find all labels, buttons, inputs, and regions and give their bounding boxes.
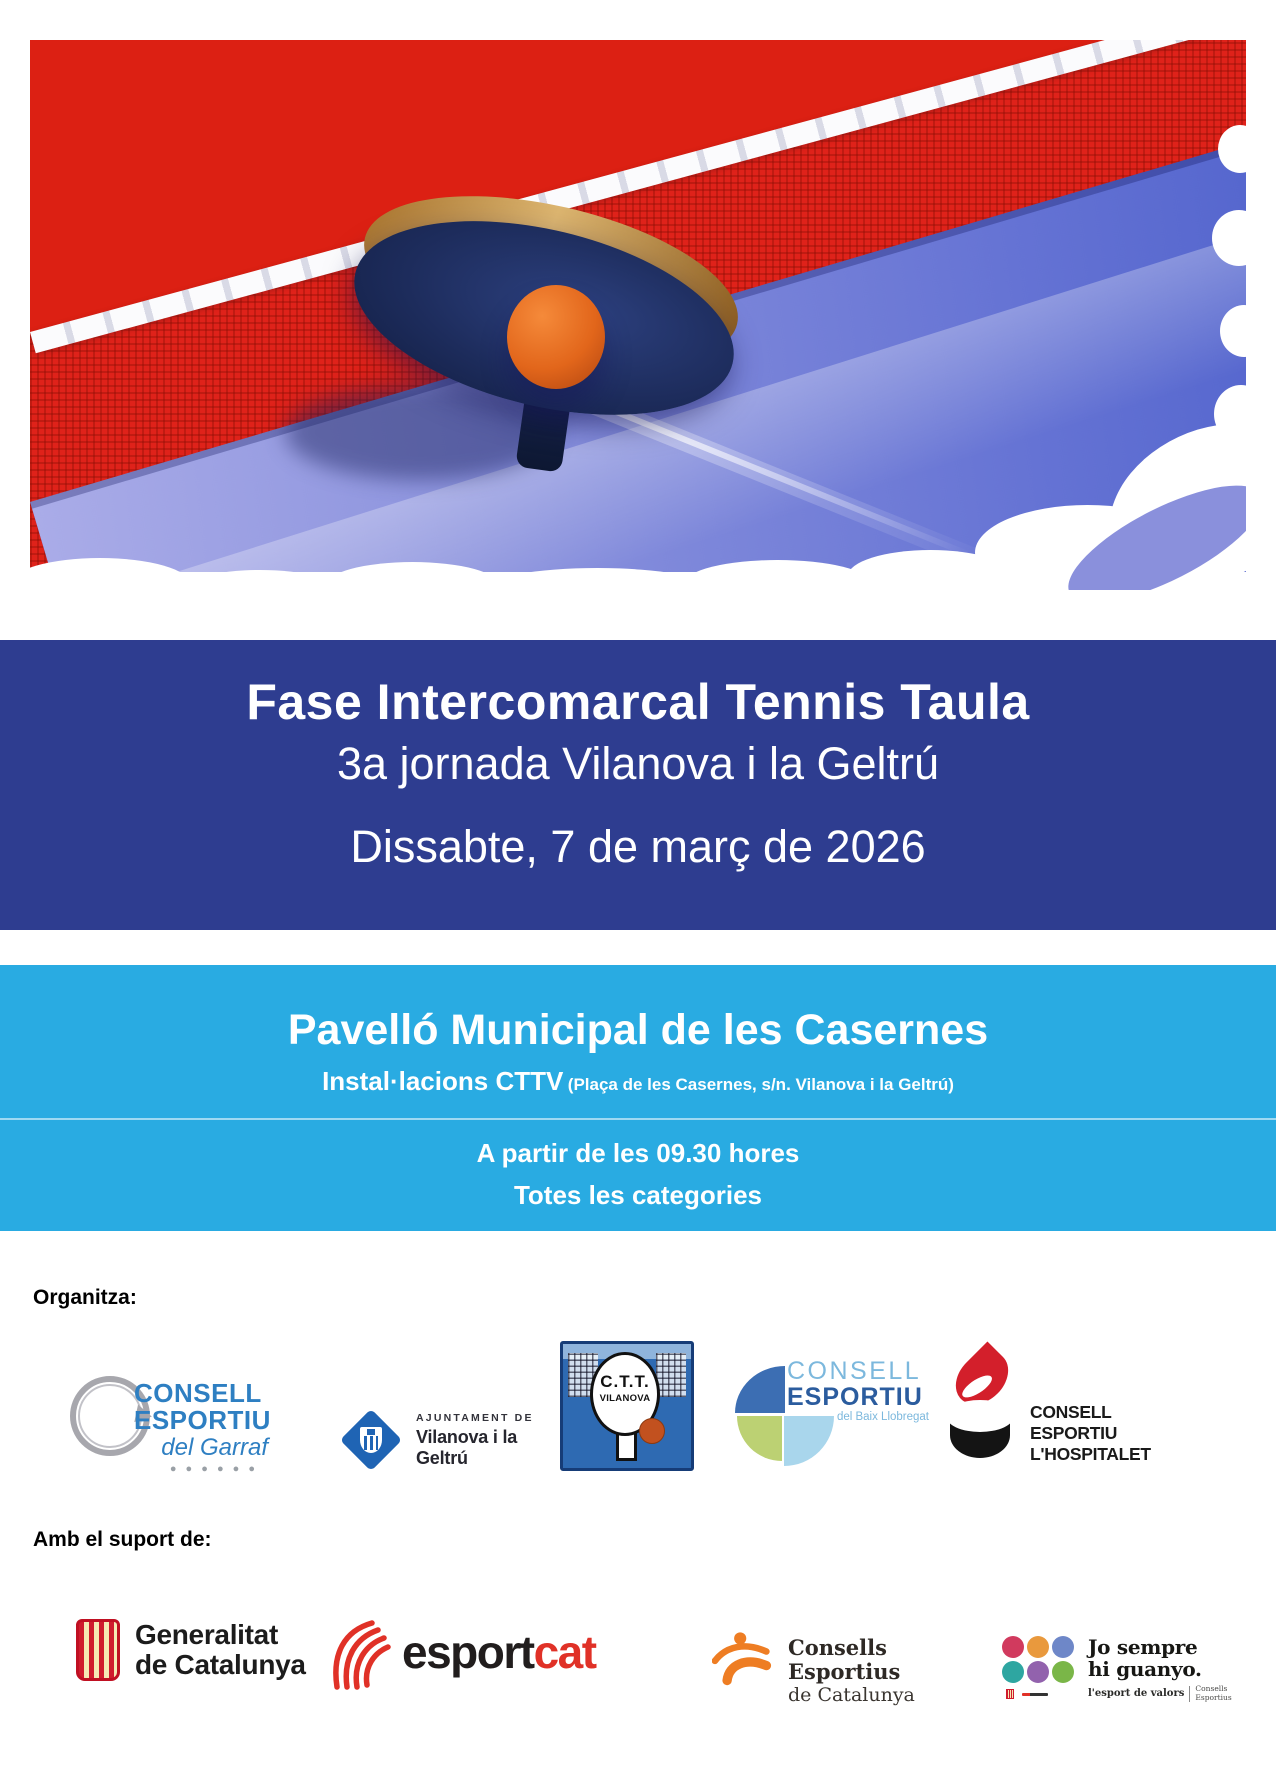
consells-line2: de Catalunya — [788, 1684, 915, 1706]
venue-facility-line — [0, 1065, 1276, 1102]
facility-name: Instal·lacions CTTV — [322, 1066, 564, 1096]
ajuntament-city-name: Vilanova i la Geltrú — [416, 1426, 518, 1468]
guanyo-line2: hi guanyo. — [1088, 1657, 1202, 1681]
cttv-city: VILANOVA — [599, 1393, 651, 1404]
baix-line3: del Baix Llobregat — [836, 1411, 929, 1423]
ajuntament-small-caps: AJUNTAMENT DE — [416, 1411, 534, 1424]
organizers-label: Organitza: — [33, 1286, 137, 1309]
guanyo-org-line2: Esportius — [1195, 1692, 1232, 1702]
garraf-dots: ● ● ● ● ● ● — [169, 1463, 258, 1475]
torn-bottom-strip — [30, 572, 1246, 590]
logo-generalitat-catalunya — [76, 1610, 316, 1690]
logo-consell-esportiu-baix-llobregat — [735, 1356, 930, 1496]
photo-ball — [507, 285, 605, 389]
baix-line1: CONSELL — [787, 1357, 922, 1385]
vilanova-shield-icon — [338, 1407, 404, 1473]
consells-figure-icon — [712, 1630, 774, 1688]
hospitalet-line3: L'HOSPITALET — [1030, 1444, 1151, 1464]
event-subtitle: 3a jornada Vilanova i la Geltrú — [336, 738, 940, 789]
venue-name: Pavelló Municipal de les Casernes — [287, 1006, 989, 1054]
guanyo-circles-icon — [1002, 1636, 1078, 1683]
logo-jo-sempre-hi-guanyo — [1002, 1636, 1232, 1714]
garraf-line2: ESPORTIU — [134, 1405, 271, 1435]
facility-address: (Plaça de les Casernes, s/n. Vilanova i la Geltrú) — [567, 1075, 954, 1094]
guanyo-org-line1: Consells — [1195, 1684, 1228, 1693]
logo-esportcat — [330, 1612, 650, 1692]
supporters-label: Amb el suport de: — [33, 1528, 212, 1551]
consells-line1: Consells Esportius — [788, 1635, 901, 1684]
tagline-divider — [1189, 1686, 1190, 1702]
event-title: Fase Intercomarcal Tennis Taula — [246, 674, 1030, 730]
hero-photo — [30, 40, 1246, 590]
guanyo-tagline: l'esport de valors — [1088, 1688, 1185, 1699]
categories-note: Totes les categories — [513, 1180, 763, 1210]
hospitalet-line1: CONSELL — [1030, 1402, 1112, 1422]
generalitat-line2: de Catalunya — [135, 1649, 306, 1680]
hospitalet-line2: ESPORTIU — [1030, 1423, 1118, 1443]
mini-esportcat-icon — [1022, 1693, 1048, 1696]
garraf-line1: CONSELL — [134, 1378, 262, 1408]
event-date: Dissabte, 7 de març de 2026 — [350, 821, 926, 872]
logo-consell-esportiu-garraf — [62, 1370, 271, 1505]
primary-banner — [0, 640, 1276, 930]
cttv-net-icon — [656, 1353, 686, 1397]
mini-generalitat-icon — [1006, 1689, 1014, 1699]
guanyo-mini-logos — [1006, 1689, 1078, 1699]
garraf-line3: del Garraf — [161, 1434, 268, 1461]
cttv-ball-icon — [639, 1418, 665, 1444]
start-time: A partir de les 09.30 hores — [476, 1138, 800, 1168]
logo-consells-esportius-catalunya — [712, 1628, 972, 1706]
generalitat-line1: Generalitat — [135, 1619, 278, 1650]
esportcat-word-black: esport — [402, 1626, 534, 1678]
guanyo-line1: Jo sempre — [1088, 1635, 1198, 1659]
generalitat-shield-icon — [76, 1619, 120, 1681]
esportcat-arcs-icon — [330, 1614, 402, 1690]
logo-ajuntament-vilanova — [338, 1400, 558, 1480]
cttv-abbr: C.T.T. — [600, 1372, 650, 1391]
banner-divider — [0, 1118, 1276, 1120]
hospitalet-flame-icon — [948, 1352, 1014, 1470]
logo-ctt-vilanova — [560, 1341, 694, 1471]
venue-banner — [0, 965, 1276, 1231]
esportcat-word-red: cat — [533, 1626, 596, 1678]
logo-consell-esportiu-hospitalet — [948, 1352, 1198, 1477]
baix-line2: ESPORTIU — [787, 1383, 923, 1411]
